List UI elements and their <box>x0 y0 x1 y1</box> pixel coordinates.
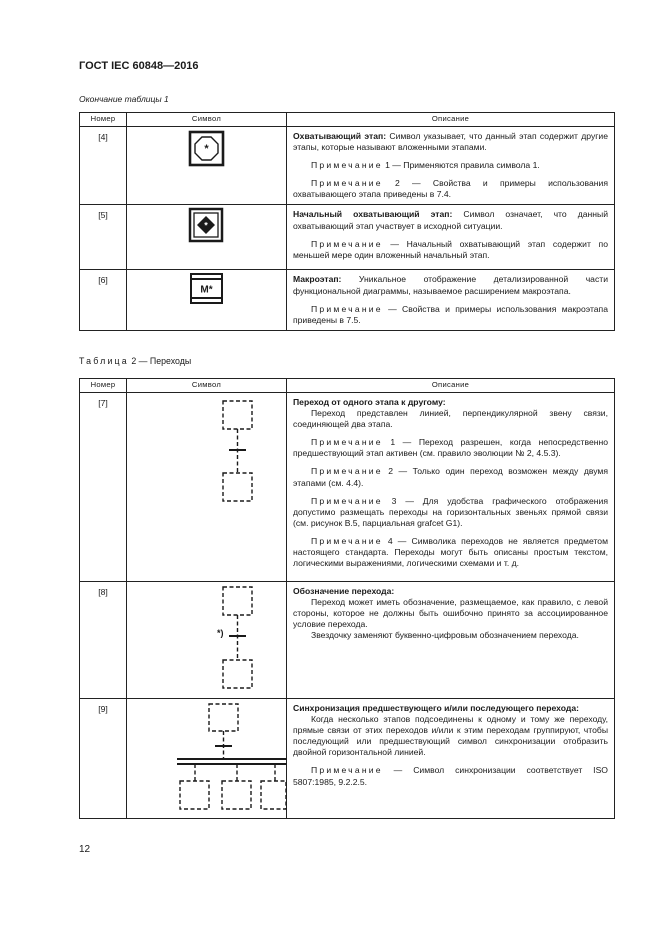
note-label: Примечание <box>311 765 383 776</box>
term-title: Обозначение перехода: <box>293 586 395 596</box>
table-header-row <box>80 379 615 393</box>
table-2-caption <box>79 356 191 366</box>
svg-text:*: * <box>204 143 209 155</box>
note-text: 2 — Только один переход возможен между двумя этапами (см. 4.4). <box>293 466 608 488</box>
description-cell <box>287 582 615 699</box>
svg-text:*: * <box>204 220 208 231</box>
note-label: Примечание <box>311 535 383 546</box>
term-definition: Символ указывает, что данный этап содержит другие этапы, которые называют вложенными этапами. <box>293 131 608 153</box>
macro-step-label: M* <box>200 284 213 296</box>
term-title: Охватывающий этап: <box>293 131 387 141</box>
transition-between-steps-icon <box>127 393 287 508</box>
note-label: Примечание <box>311 178 383 189</box>
description-cell <box>287 393 615 582</box>
term-title: Макроэтап: <box>293 274 342 285</box>
note-text: — Начальный охватывающий этап содержит по меньшей мере один вложенный начальный этап. <box>293 238 608 260</box>
table-2-caption-text: 2 — Переходы <box>128 356 192 366</box>
note-label: Примечание <box>311 437 383 448</box>
table-row <box>80 127 615 205</box>
note-label: Примечание <box>311 303 383 314</box>
transition-designation-label: *) <box>217 628 224 638</box>
table-row <box>80 270 615 330</box>
note-label: Примечание <box>311 495 383 506</box>
table-row <box>80 205 615 270</box>
description-cell <box>287 699 615 819</box>
term-title: Переход от одного этапа к другому: <box>293 397 446 407</box>
term-definition: Звездочку заменяют буквенно-цифровым обозначением перехода. <box>311 630 579 641</box>
table-2-caption-label: Таблица <box>79 356 129 366</box>
term-title: Начальный охватывающий этап: <box>293 209 453 220</box>
enclosing-step-icon <box>127 127 287 171</box>
symbol-cell <box>127 270 287 330</box>
column-header-description: Описание <box>287 379 615 393</box>
column-header-number: Номер <box>80 379 127 393</box>
note-label: Примечание <box>311 160 383 171</box>
row-number: [9] <box>80 699 127 819</box>
column-header-symbol: Символ <box>127 379 287 393</box>
term-definition: Переход может иметь обозначение, размещаемое, как правило, с левой стороны, которое не должны быть ошибочно принято за ассоциированное условие перехода. <box>293 597 608 630</box>
document-header: ГОСТ IEC 60848—2016 <box>79 60 199 72</box>
symbol-cell <box>127 205 287 270</box>
note-text: 1 — Переход разрешен, когда непосредственно предшествующий этап активен (см. правило эволюции № 2, 4.5.3). <box>293 437 608 459</box>
column-header-symbol: Символ <box>127 113 287 127</box>
term-definition: Уникальное отображение детализированной части функциональной диаграммы, называемое расширением макроэтапа. <box>293 274 608 296</box>
table-header-row <box>80 113 615 127</box>
description-cell <box>287 205 615 270</box>
row-number: [7] <box>80 393 127 582</box>
row-number: [5] <box>80 205 127 270</box>
symbol-cell <box>127 699 287 819</box>
note-text: — Свойства и примеры использования макроэтапа приведены в 7.5. <box>293 303 608 325</box>
term-definition: Когда несколько этапов подсоединены к одному и тому же переходу, прямые связи от этих переходов и/или к этим переходам группируют, чтобы последующий или предшествующий символ синхронизации отобразить двойной горизонтальной линией. <box>293 714 608 758</box>
term-title: Синхронизация предшествующего и/или последующего перехода: <box>293 703 579 713</box>
page-number: 12 <box>79 844 91 855</box>
term-definition: Символ означает, что данный охватывающий этап участвует в исходной ситуации. <box>293 209 608 231</box>
note-text: 4 — Символика переходов не является предметом настоящего стандарта. Переходы могут быть описаны простым текстом, логическими выражениями, логическими схемами и т. д. <box>293 535 608 569</box>
table-row <box>80 393 615 582</box>
transition-designation-icon <box>127 582 287 694</box>
term-definition: Переход представлен линией, перпендикулярной звену связи, соединяющей два этапа. <box>293 408 608 430</box>
note-text: 1 — Применяются правила символа 1. <box>382 160 540 171</box>
table-2 <box>79 378 615 819</box>
column-header-number: Номер <box>80 113 127 127</box>
row-number: [6] <box>80 270 127 330</box>
note-text: — Символ синхронизации соответствует ISO 5807:1985, 9.2.2.5. <box>293 765 608 787</box>
note-text: 3 — Для удобства графического отображения допустимо размещать переходы на горизонтальных звеньях прямой связи (см. рисунок B.5, парциальная grafcet G1). <box>293 495 608 528</box>
note-label: Примечание <box>311 238 383 249</box>
synchronization-icon <box>127 699 287 817</box>
initial-enclosing-step-icon <box>127 205 287 245</box>
symbol-cell <box>127 582 287 699</box>
row-number: [8] <box>80 582 127 699</box>
table-continuation-caption: Окончание таблицы 1 <box>79 94 169 104</box>
table-1 <box>79 112 615 331</box>
symbol-cell <box>127 127 287 205</box>
table-row <box>80 582 615 699</box>
symbol-cell <box>127 393 287 582</box>
description-cell <box>287 270 615 330</box>
table-row <box>80 699 615 819</box>
description-cell <box>287 127 615 205</box>
column-header-description: Описание <box>287 113 615 127</box>
note-label: Примечание <box>311 466 383 477</box>
macro-step-icon <box>127 270 287 306</box>
note-text: 2 — Свойства и примеры использования охватывающего этапа приведены в 7.4. <box>293 178 608 200</box>
row-number: [4] <box>80 127 127 205</box>
